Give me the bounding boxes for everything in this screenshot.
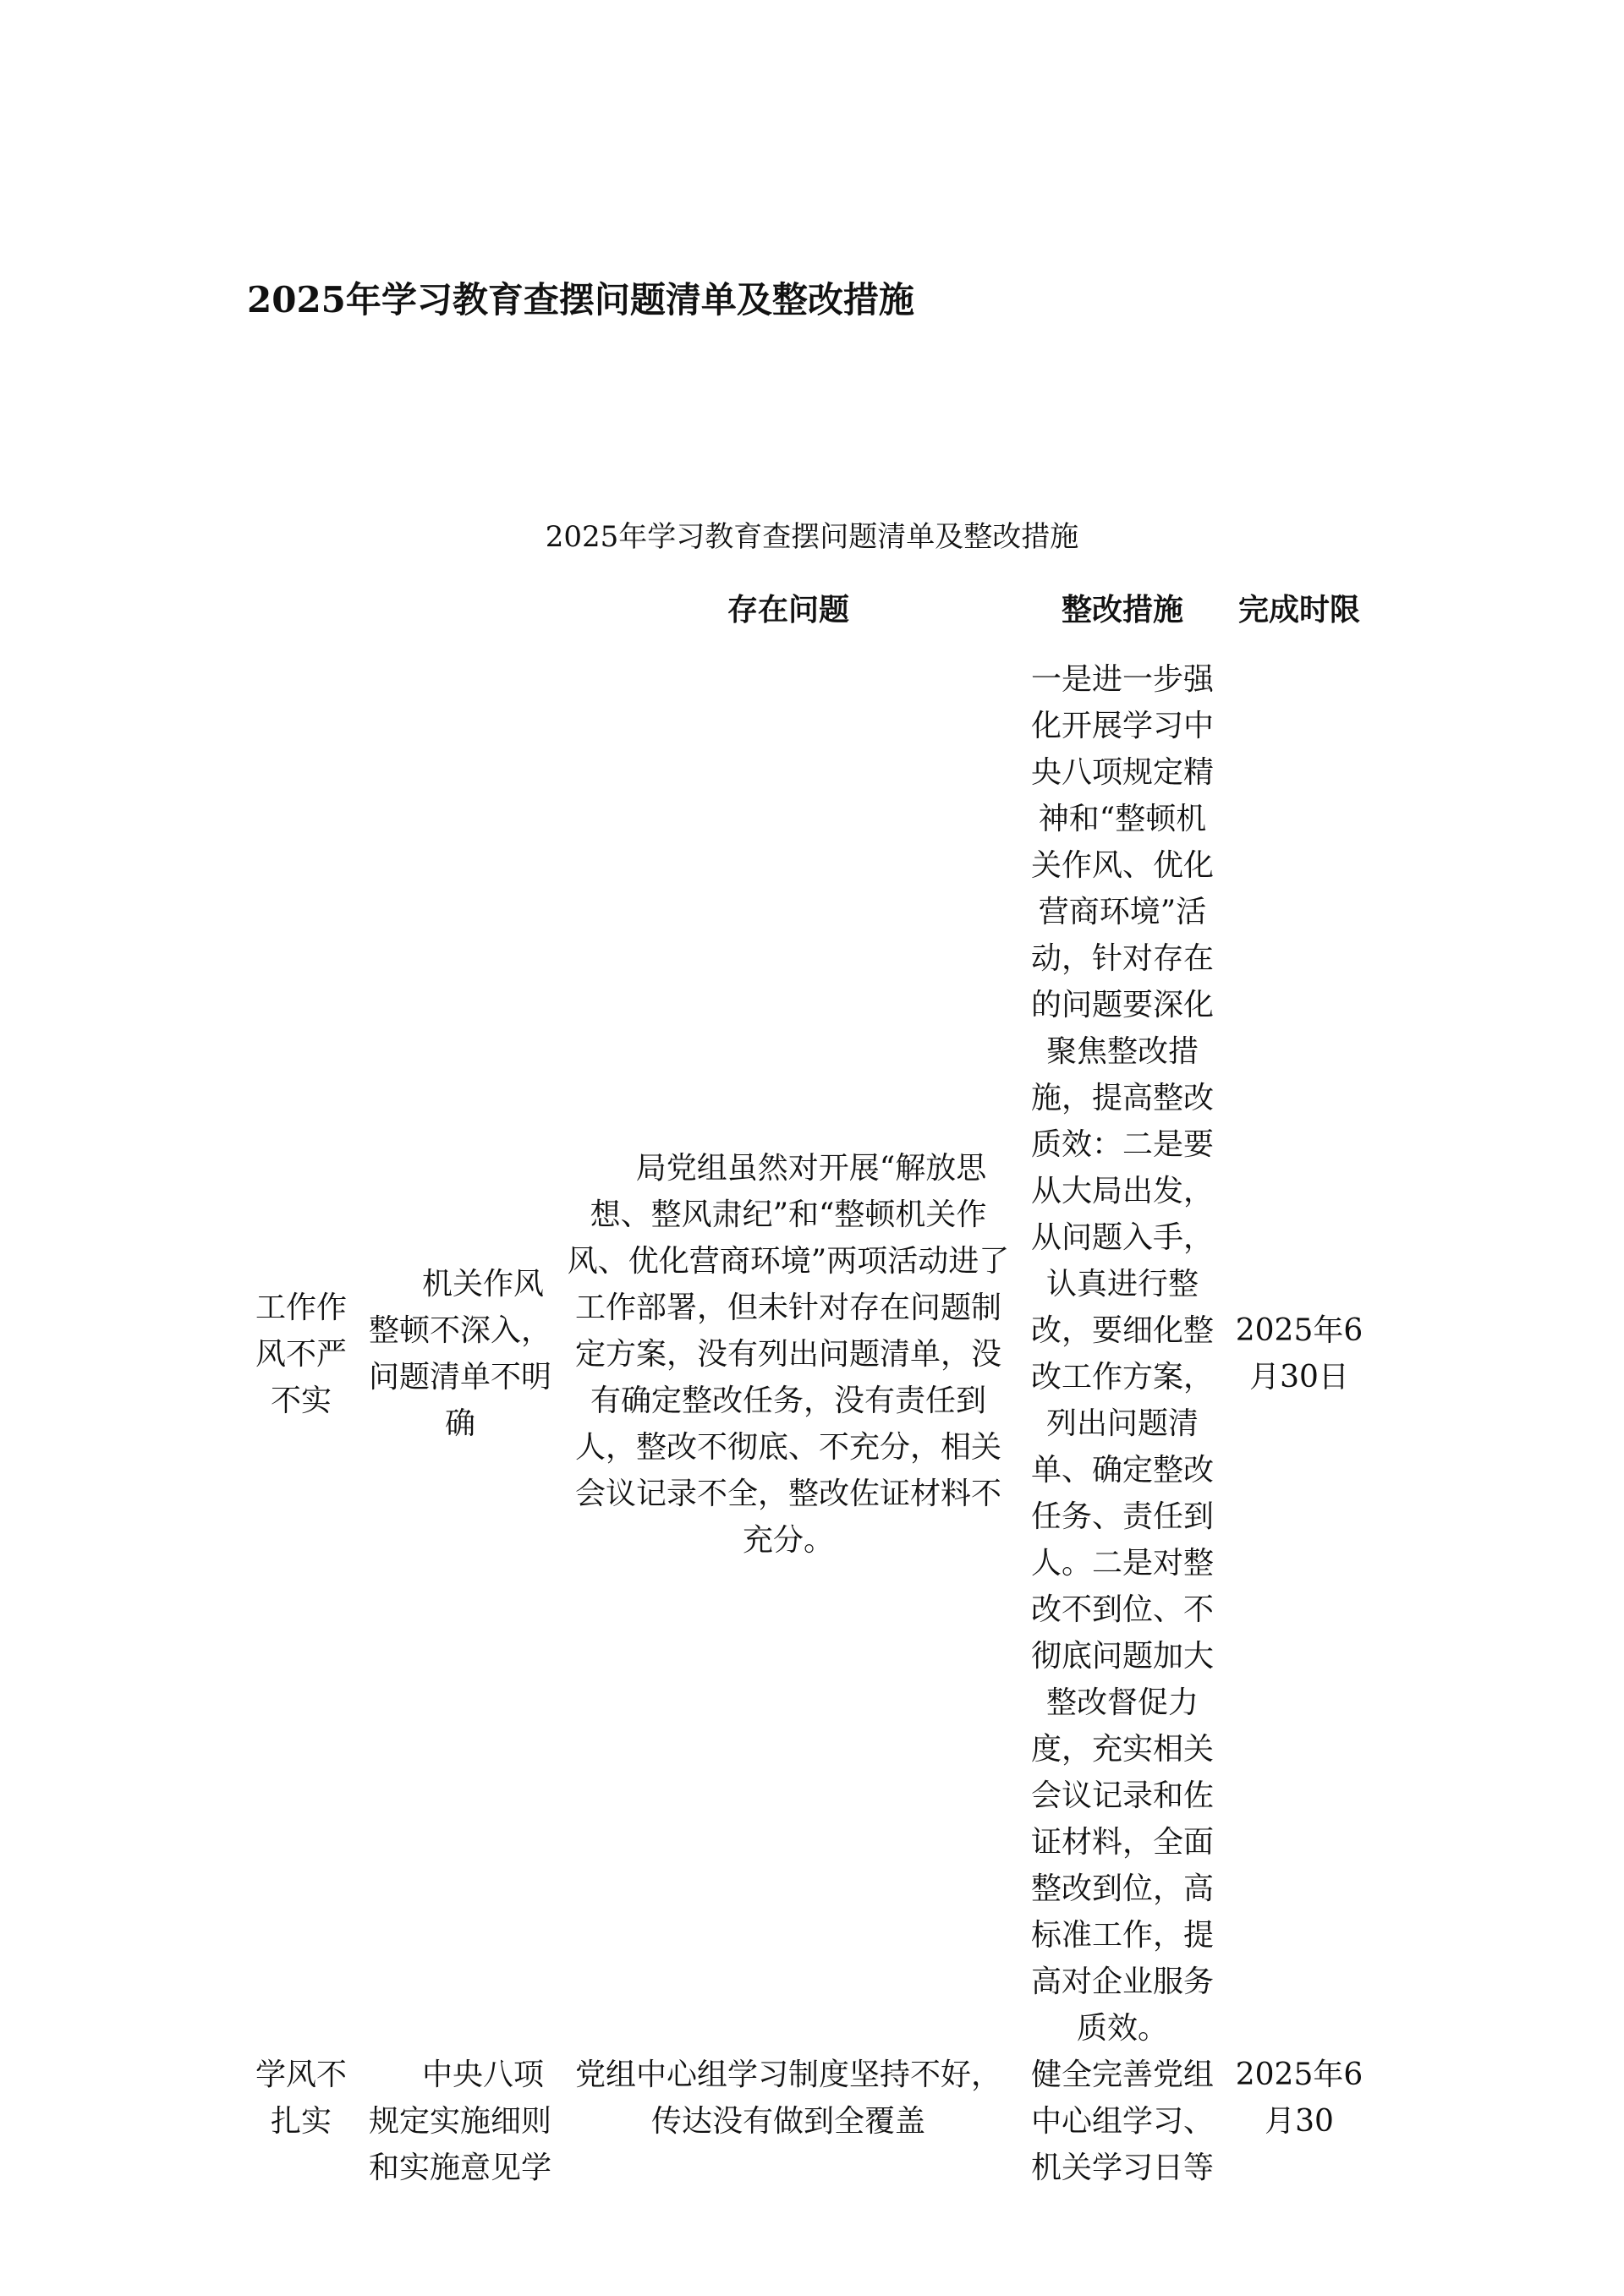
cell-measures: 一是进一步强化开展学习中央八项规定精神和“整顿机关作风、优化营商环境”活动，针对存在的问题要深化聚焦整改措施，提高整改质效：二是要从大局出发，从问题入手，认真进行整改，要细化整改工作方案，列出问题清单、确定整改任务、责任到人。二是对整改不到位、不彻底问题加大整改督促力度，充实相关会议记录和佐证材料，全面整改到位，高标准工作，提高对企业服务质效。: [1030, 662, 1214, 2046]
header-measures: 整改措施: [1061, 592, 1183, 627]
table-row: [247, 2052, 1372, 2191]
cell-deadline: 2025年6月30: [1235, 2058, 1363, 2139]
cell-issue-type: 机关作风整顿不深入，问题清单不明确: [368, 1267, 551, 1441]
cell-problem: 局党组虽然对开展“解放思想、整风肃纪”和“整顿机关作风、优化营商环境”两项活动进了工作部署，但未针对存在问题制定方案，没有列出问题清单，没有确定整改任务，没有责任到人，整改不彻底、不充分，相关会议记录不全，整改佐证材料不充分。: [567, 1150, 1010, 1558]
cell-category: 学风不扎实: [255, 2058, 347, 2139]
table-caption: 2025年学习教育查摆问题清单及整改措施: [545, 520, 1079, 554]
table-row: [247, 656, 1372, 2052]
cell-deadline: 2025年6月30日: [1235, 1313, 1363, 1395]
header-category: [247, 563, 355, 656]
cell-category: 工作作风不严不实: [255, 1290, 347, 1418]
header-deadline: 完成时限: [1237, 592, 1360, 627]
cell-issue-type: 中央八项规定实施细则和实施意见学: [368, 2058, 551, 2185]
table-header-row: [247, 563, 1372, 656]
header-issue-type: [355, 563, 558, 656]
cell-measures: 健全完善党组中心组学习、机关学习日等: [1030, 2058, 1214, 2185]
document-title: 2025年学习教育查摆问题清单及整改措施: [247, 279, 914, 321]
issues-table: [247, 563, 1372, 2191]
cell-problem: 党组中心组学习制度坚持不好，传达没有做到全覆盖: [574, 2058, 1001, 2139]
header-problem: 存在问题: [727, 592, 849, 627]
